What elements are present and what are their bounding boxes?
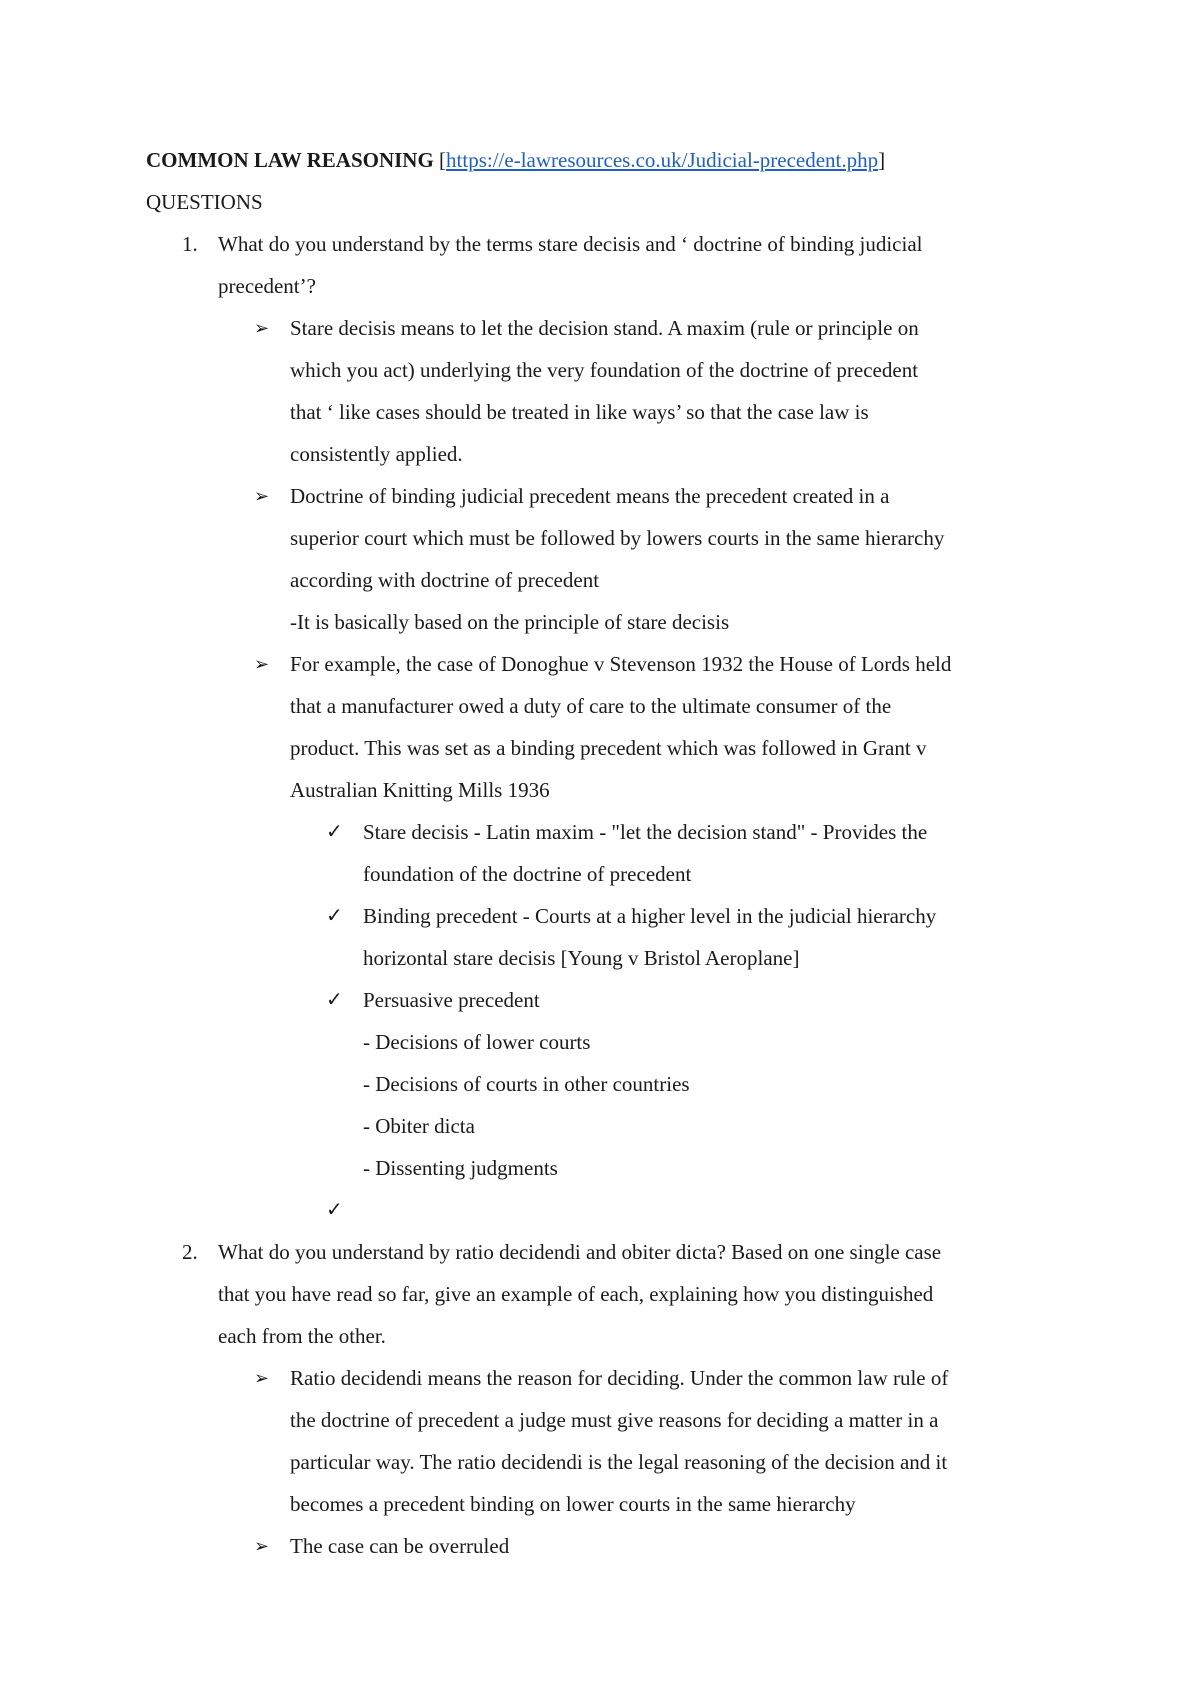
- bullet-line: the doctrine of precedent a judge must give reasons for deciding a matter in a: [290, 1408, 939, 1432]
- arrow-bullet-icon: ➢: [254, 654, 270, 674]
- check-icon: ✓: [326, 989, 343, 1011]
- bullet-line: becomes a precedent binding on lower courts in the same hierarchy: [290, 1492, 856, 1516]
- dash-item: - Dissenting judgments: [363, 1156, 558, 1180]
- source-link[interactable]: https://e-lawresources.co.uk/Judicial-precedent.php: [446, 148, 879, 172]
- bullet-line: that a manufacturer owed a duty of care to the ultimate consumer of the: [290, 694, 892, 718]
- bullet-line: which you act) underlying the very foundation of the doctrine of precedent: [290, 358, 919, 382]
- bullet-line: consistently applied.: [290, 442, 463, 466]
- question-text: [218, 1231, 1066, 1357]
- dash-item: - Decisions of courts in other countries: [363, 1072, 690, 1096]
- arrow-bullet: [254, 475, 1066, 601]
- bullet-text: [290, 475, 1066, 601]
- bullet-line: that ‘ like cases should be treated in like ways’ so that the case law is: [290, 400, 869, 424]
- question-line: What do you understand by the terms stare decisis and ‘ doctrine of binding judicial: [218, 232, 923, 256]
- bracket-close: ]: [878, 148, 886, 172]
- check-line: Binding precedent - Courts at a higher level in the judicial hierarchy: [363, 904, 937, 928]
- arrow-bullet: [254, 1525, 1066, 1567]
- question-line: What do you understand by ratio decidendi and obiter dicta? Based on one single case: [218, 1240, 942, 1264]
- check-line: Stare decisis - Latin maxim - "let the decision stand" - Provides the: [363, 820, 928, 844]
- check-icon: ✓: [326, 1199, 343, 1221]
- dash-item: - Decisions of lower courts: [363, 1030, 591, 1054]
- section-label: QUESTIONS: [146, 190, 263, 214]
- check-bullet: [326, 895, 1066, 979]
- question-line: that you have read so far, give an example of each, explaining how you distinguished: [218, 1282, 934, 1306]
- question-line: each from the other.: [218, 1324, 386, 1348]
- bullet-text: [290, 643, 1066, 811]
- bullet-line: For example, the case of Donoghue v Stevenson 1932 the House of Lords held: [290, 652, 952, 676]
- check-line: horizontal stare decisis [Young v Bristol Aeroplane]: [363, 946, 800, 970]
- arrow-bullet-icon: ➢: [254, 1368, 270, 1388]
- bullet-line: Ratio decidendi means the reason for deciding. Under the common law rule of: [290, 1366, 949, 1390]
- question-number: 1.: [182, 232, 198, 256]
- arrow-bullet-icon: ➢: [254, 1536, 270, 1556]
- bullet-line: product. This was set as a binding precedent which was followed in Grant v: [290, 736, 927, 760]
- bullet-line: Australian Knitting Mills 1936: [290, 778, 550, 802]
- check-bullet-empty: [326, 1189, 1066, 1231]
- arrow-bullet-icon: ➢: [254, 318, 270, 338]
- document-heading: [146, 139, 1066, 181]
- arrow-bullet: [254, 643, 1066, 811]
- document-body: [146, 139, 1066, 1567]
- bullet-text: [290, 1525, 1066, 1567]
- question-line: precedent’?: [218, 274, 316, 298]
- dash-item: - Obiter dicta: [363, 1114, 475, 1138]
- check-bullet: [326, 811, 1066, 895]
- check-icon: ✓: [326, 821, 343, 843]
- bullet-line: according with doctrine of precedent: [290, 568, 600, 592]
- arrow-bullet: [254, 1357, 1066, 1525]
- check-line: foundation of the doctrine of precedent: [363, 862, 692, 886]
- bullet-text: [290, 307, 1066, 475]
- bullet-line: Doctrine of binding judicial precedent means the precedent created in a: [290, 484, 890, 508]
- check-bullet: [326, 979, 1066, 1021]
- bullet-text: [290, 1357, 1066, 1525]
- bullet-line: Stare decisis means to let the decision stand. A maxim (rule or principle on: [290, 316, 919, 340]
- bullet-line: superior court which must be followed by lowers courts in the same hierarchy: [290, 526, 945, 550]
- question-1: [182, 223, 1066, 307]
- check-line: Persuasive precedent: [363, 988, 540, 1012]
- bullet-note: -It is basically based on the principle of stare decisis: [290, 610, 730, 634]
- check-text: [363, 979, 1063, 1021]
- bracket-open: [: [433, 148, 447, 172]
- question-number: 2.: [182, 1240, 198, 1264]
- bullet-line: The case can be overruled: [290, 1534, 510, 1558]
- check-text: [363, 1189, 1063, 1231]
- arrow-bullet: [254, 307, 1066, 475]
- check-text: [363, 895, 1063, 979]
- document-title: COMMON LAW REASONING: [146, 148, 434, 172]
- question-text: [218, 223, 1066, 307]
- bullet-line: particular way. The ratio decidendi is the legal reasoning of the decision and it: [290, 1450, 948, 1474]
- question-2: [182, 1231, 1066, 1357]
- check-text: [363, 811, 1063, 895]
- check-icon: ✓: [326, 905, 343, 927]
- arrow-bullet-icon: ➢: [254, 486, 270, 506]
